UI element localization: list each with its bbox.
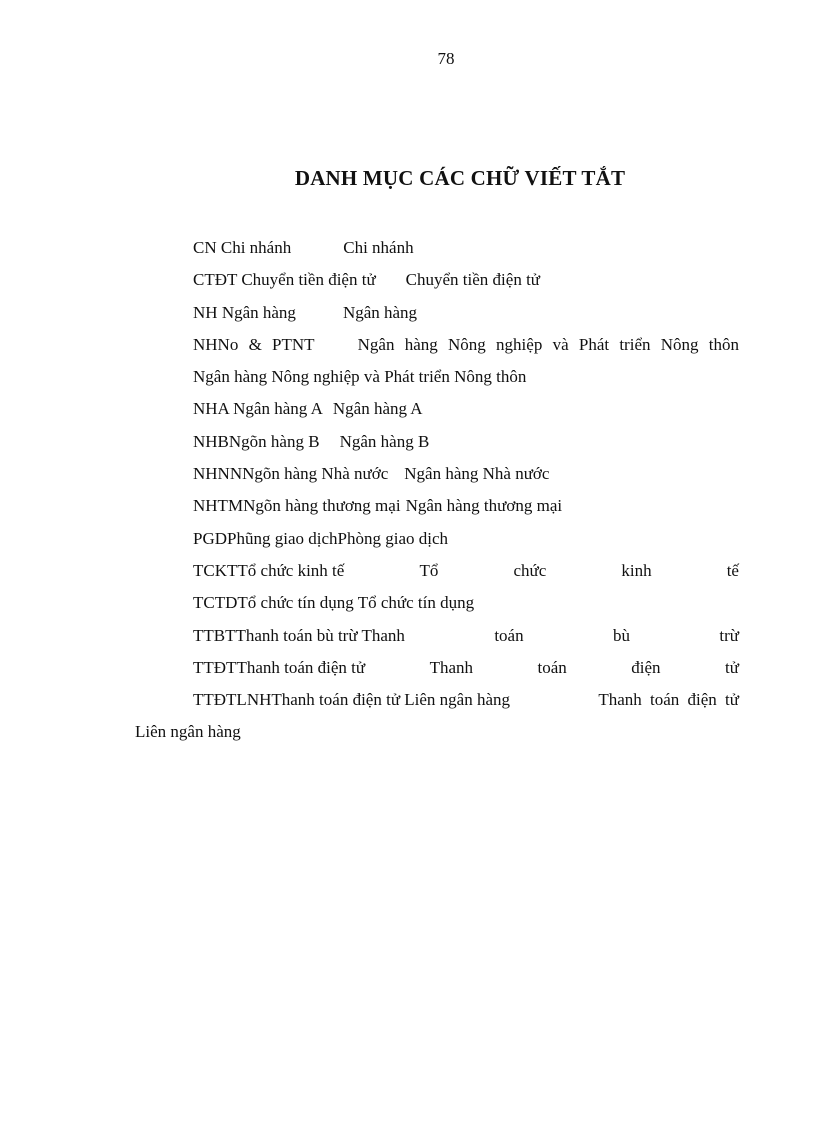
abbreviation: TCKT	[193, 560, 238, 580]
list-item-continuation	[135, 361, 739, 393]
definition-repeat: Ngân hàng	[342, 302, 418, 322]
definition: Tổ chức tín dụng	[237, 593, 354, 613]
definition-repeat: Ngân hàng thương mại	[405, 496, 563, 516]
definition: Tổ chức kinh tế	[237, 560, 345, 580]
abbreviation: NHNo & PTNT	[193, 334, 315, 354]
abbreviation-list	[135, 232, 739, 749]
list-item	[135, 684, 739, 716]
definition-repeat-word: kinh	[621, 560, 652, 580]
definition-repeat-word: điện	[631, 657, 661, 677]
definition: Ngân hàng A	[233, 399, 323, 419]
abbreviation: TTBT	[193, 625, 236, 645]
list-item	[135, 620, 739, 652]
abbreviation: TTĐT	[193, 657, 237, 677]
page-number: 78	[437, 49, 455, 68]
definition: Chuyển tiền điện tử	[241, 270, 376, 290]
definition-repeat: Liên ngân hàng	[135, 722, 241, 742]
definition-repeat-word: tế	[726, 560, 739, 580]
definition: Ngõn hàng Nhà nước	[242, 464, 389, 484]
definition-repeat-word: Thanh	[429, 657, 474, 677]
abbreviation: NH	[193, 302, 218, 322]
definition-repeat-word: toán	[537, 657, 567, 677]
definition-repeat-word: tử	[725, 657, 739, 677]
abbreviation: NHNN	[193, 464, 243, 484]
definition-repeat: Ngân hàng B	[339, 431, 430, 451]
list-item	[135, 264, 739, 296]
definition-repeat: Ngân hàng Nhà nước	[404, 464, 550, 484]
abbreviation: CTĐT	[193, 270, 238, 290]
abbreviation: PGD	[193, 528, 228, 548]
definition: Phũng giao dịch	[227, 528, 338, 548]
abbreviation: TTĐTLNH	[193, 690, 272, 710]
definition-repeat-word: chức	[513, 560, 547, 580]
list-item	[135, 587, 739, 619]
definition-repeat: Thanh toán điện tử	[598, 690, 739, 710]
definition: Ngân hàng	[221, 302, 296, 322]
page-title: DANH MỤC CÁC CHỮ VIẾT TẮT	[294, 166, 626, 190]
list-item	[135, 523, 739, 555]
definition-repeat: Phòng giao dịch	[337, 528, 449, 548]
definition: Thanh toán điện tử Liên ngân hàng	[271, 690, 511, 710]
definition-repeat-word: Thanh	[361, 625, 405, 645]
list-item	[135, 426, 739, 458]
list-item	[135, 490, 739, 522]
definition-repeat-word: toán	[494, 625, 524, 645]
abbreviation: CN	[193, 238, 217, 257]
definition: Ngõn hàng thương mại	[243, 496, 401, 516]
abbreviation: NHTM	[193, 496, 244, 516]
definition: Ngân hàng Nông nghiệp và Phát triển Nông thôn	[357, 334, 739, 354]
definition-repeat: Tổ chức tín dụng	[357, 593, 475, 613]
definition-repeat-word: bù	[613, 625, 630, 645]
list-item	[135, 555, 739, 587]
definition-repeat: Chi nhánh	[343, 238, 414, 257]
definition-repeat-word: Tổ	[419, 560, 439, 580]
definition: Chi nhánh	[220, 238, 292, 257]
abbreviation: TCTD	[193, 593, 238, 613]
definition-repeat: Ngân hàng Nông nghiệp và Phát triển Nông thôn	[193, 367, 527, 387]
list-item	[135, 458, 739, 490]
list-item	[135, 232, 739, 264]
definition-repeat: Chuyển tiền điện tử	[405, 270, 541, 290]
definition: Thanh toán bù trừ	[235, 625, 358, 645]
list-item	[135, 393, 739, 425]
definition-repeat: Ngân hàng A	[332, 399, 423, 419]
abbreviation: NHA	[193, 399, 229, 419]
list-item	[135, 652, 739, 684]
definition: Thanh toán điện tử	[236, 657, 366, 677]
definition: Ngõn hàng B	[228, 431, 320, 451]
list-item-continuation	[135, 716, 739, 748]
list-item	[135, 329, 739, 361]
list-item	[135, 297, 739, 329]
definition-repeat-word: trừ	[719, 625, 739, 645]
abbreviation: NHB	[193, 431, 229, 451]
